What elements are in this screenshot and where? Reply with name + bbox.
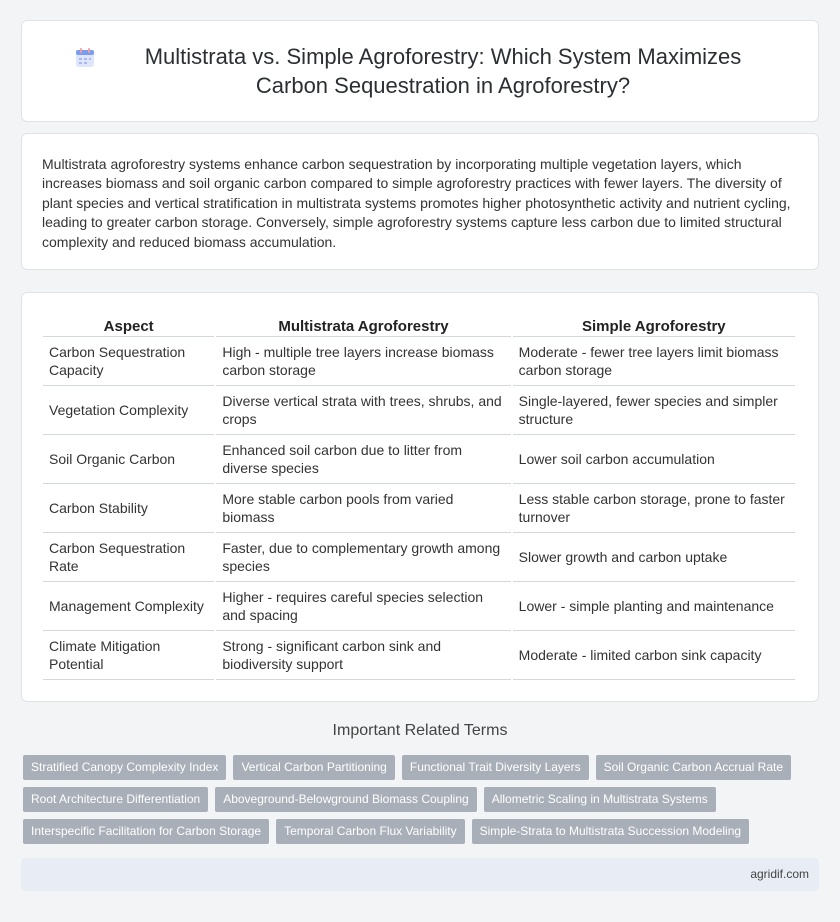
row-simple: Moderate - limited carbon sink capacity [513,631,795,680]
related-terms-tags [23,755,823,844]
row-multistrata: More stable carbon pools from varied biomass [216,484,510,533]
row-multistrata: Enhanced soil carbon due to litter from diverse species [216,435,510,484]
row-aspect: Carbon Sequestration Rate [43,533,214,582]
related-term-tag[interactable]: Vertical Carbon Partitioning [233,755,394,780]
table-row [43,631,795,680]
related-term-tag[interactable]: Simple-Strata to Multistrata Succession Modeling [472,819,749,844]
summary-text: Multistrata agroforestry systems enhance carbon sequestration by incorporating multiple vegetation layers, which increases biomass and soil organic carbon compared to simple agroforestry practices with fewer layers. The diversity of plant species and vertical stratification in multistrata systems promotes higher photosynthetic activity and nutrient cycling, leading to greater carbon storage. Conversely, simple agroforestry systems capture less carbon due to limited structural complexity and reduced biomass accumulation. [42,156,791,250]
table-row [43,435,795,484]
footer-site-link[interactable]: agridif.com [750,867,809,881]
row-aspect: Climate Mitigation Potential [43,631,214,680]
header-simple: Simple Agroforestry [513,313,795,337]
table-row [43,337,795,386]
row-multistrata: Faster, due to complementary growth among species [216,533,510,582]
row-simple: Less stable carbon storage, prone to faster turnover [513,484,795,533]
footer [21,858,819,891]
row-aspect: Vegetation Complexity [43,386,214,435]
row-simple: Slower growth and carbon uptake [513,533,795,582]
row-multistrata: Diverse vertical strata with trees, shrubs, and crops [216,386,510,435]
related-term-tag[interactable]: Temporal Carbon Flux Variability [276,819,465,844]
row-aspect: Carbon Stability [43,484,214,533]
row-simple: Lower - simple planting and maintenance [513,582,795,631]
page-title: Multistrata vs. Simple Agroforestry: Which System Maximizes Carbon Sequestration in Agroforestry? [144,44,742,98]
row-aspect: Management Complexity [43,582,214,631]
related-term-tag[interactable]: Functional Trait Diversity Layers [402,755,589,780]
table-row [43,533,795,582]
row-multistrata: Strong - significant carbon sink and biodiversity support [216,631,510,680]
related-term-tag[interactable]: Stratified Canopy Complexity Index [23,755,226,780]
table-row [43,386,795,435]
row-simple: Moderate - fewer tree layers limit biomass carbon storage [513,337,795,386]
title-card [21,20,819,122]
comparison-table [41,313,797,680]
header-aspect: Aspect [43,313,214,337]
related-term-tag[interactable]: Interspecific Facilitation for Carbon Storage [23,819,269,844]
row-simple: Single-layered, fewer species and simpler structure [513,386,795,435]
row-multistrata: Higher - requires careful species selection and spacing [216,582,510,631]
summary-card [21,133,819,270]
table-row [43,484,795,533]
related-terms-heading: Important Related Terms [332,722,508,739]
related-term-tag[interactable]: Aboveground-Belowground Biomass Coupling [215,787,476,812]
related-term-tag[interactable]: Allometric Scaling in Multistrata Systems [484,787,716,812]
row-simple: Lower soil carbon accumulation [513,435,795,484]
related-term-tag[interactable]: Soil Organic Carbon Accrual Rate [596,755,791,780]
row-aspect: Soil Organic Carbon [43,435,214,484]
related-term-tag[interactable]: Root Architecture Differentiation [23,787,208,812]
table-header-row [43,313,795,337]
header-multistrata: Multistrata Agroforestry [216,313,510,337]
comparison-table-card [21,292,819,702]
row-aspect: Carbon Sequestration Capacity [43,337,214,386]
row-multistrata: High - multiple tree layers increase biomass carbon storage [216,337,510,386]
table-row [43,582,795,631]
